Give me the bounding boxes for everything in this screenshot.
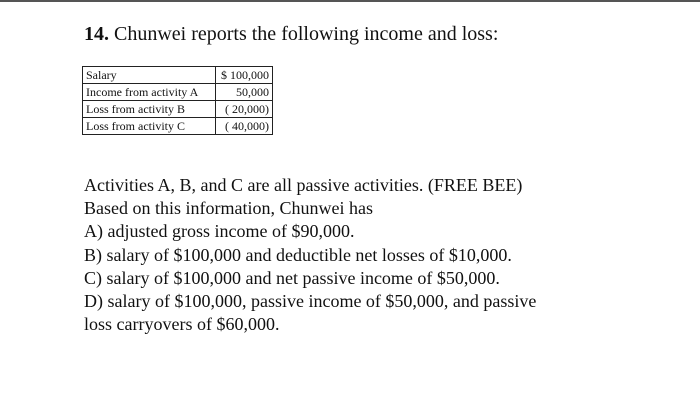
table-row <box>83 118 273 135</box>
answer-option-c[interactable]: C) salary of $100,000 and net passive income of $50,000. <box>84 267 500 288</box>
table-row <box>83 101 273 118</box>
row-amount: $ 100,000 <box>216 67 273 84</box>
question-number: 14. <box>84 23 109 45</box>
row-label: Income from activity A <box>83 84 216 101</box>
answer-option-b[interactable]: B) salary of $100,000 and deductible net losses of $10,000. <box>84 244 512 265</box>
row-label: Loss from activity C <box>83 118 216 135</box>
statement-text: Activities A, B, and C are all passive activities. (FREE BEE) <box>84 175 523 195</box>
row-amount: 50,000 <box>216 84 273 101</box>
row-label: Salary <box>83 67 216 84</box>
top-border-line <box>0 0 700 2</box>
row-amount: ( 20,000) <box>216 101 273 118</box>
row-label: Loss from activity B <box>83 101 216 118</box>
row-amount: ( 40,000) <box>216 118 273 135</box>
table-row <box>83 67 273 84</box>
question-body <box>84 174 664 336</box>
answer-option-a[interactable]: A) adjusted gross income of $90,000. <box>84 221 355 242</box>
question-heading <box>84 22 498 46</box>
prompt-text: Based on this information, Chunwei has <box>84 198 373 219</box>
answer-option-d-continued: loss carryovers of $60,000. <box>84 314 280 335</box>
table-row <box>83 84 273 101</box>
question-title-text: Chunwei reports the following income and loss: <box>114 23 499 45</box>
income-loss-table <box>82 66 273 135</box>
answer-option-d[interactable]: D) salary of $100,000, passive income of $50,000, and passive <box>84 291 537 312</box>
